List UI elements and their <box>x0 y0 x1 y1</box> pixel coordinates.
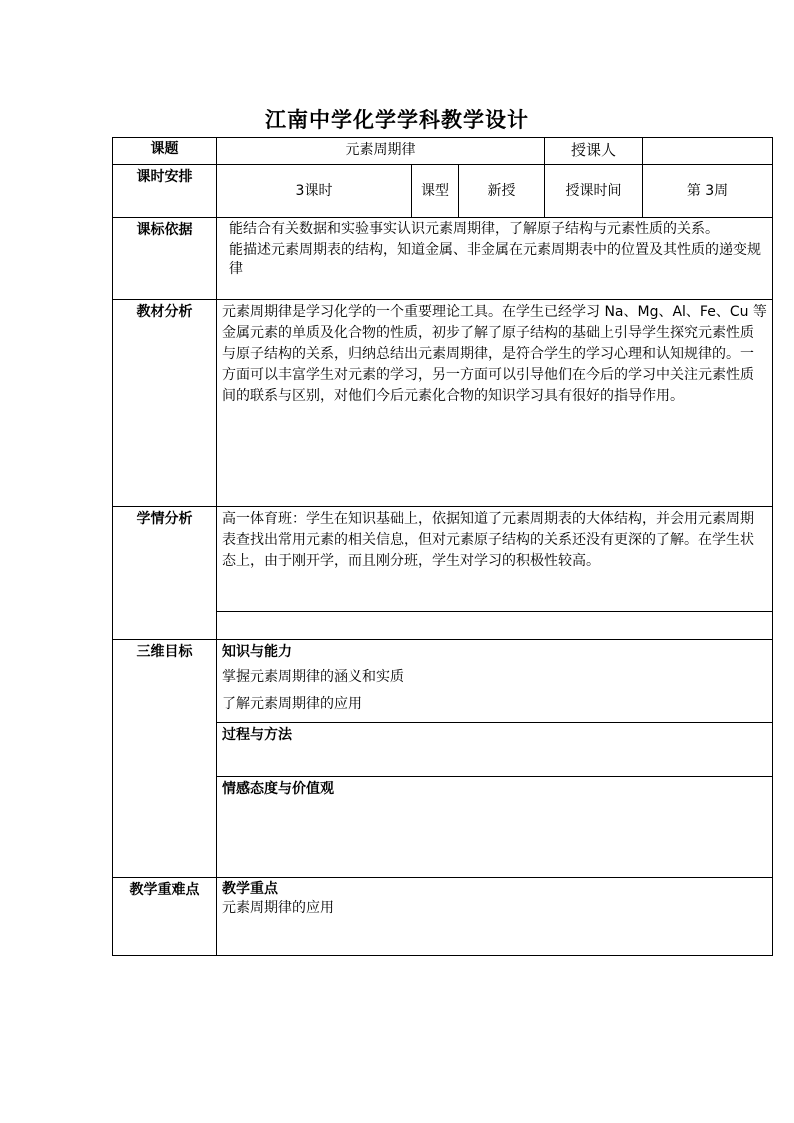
document-title: 江南中学化学学科教学设计 <box>265 107 529 132</box>
focus-title: 教学重点 <box>222 881 278 897</box>
keypoints-cell <box>217 878 773 956</box>
emotion-title: 情感态度与价值观 <box>217 777 773 878</box>
knowledge-cell <box>217 640 773 723</box>
students-content: 高一体育班：学生在知识基础上，依据知道了元素周期表的大体结构，并会用元素周期表查找出常用元素的相关信息，但对元素原子结构的关系还没有更深的了解。在学生状态上，由于刚开学，而且刚分班，学生对学习的积极性较高。 <box>217 507 773 612</box>
knowledge-row <box>113 640 773 723</box>
standard-content <box>217 218 773 300</box>
knowledge-item-1: 掌握元素周期律的涵义和实质 <box>222 669 404 685</box>
lesson-plan-table <box>112 137 773 956</box>
students-row <box>113 507 773 612</box>
keypoints-label: 教学重难点 <box>113 878 217 956</box>
standard-line-1: 能结合有关数据和实验事实认识元素周期律，了解原子结构与元素性质的关系。 <box>229 221 719 237</box>
standard-line-2: 能描述元素周期表的结构，知道金属、非金属在元素周期表中的位置及其性质的递变规律 <box>229 242 761 277</box>
textbook-content: 元素周期律是学习化学的一个重要理论工具。在学生已经学习 Na、Mg、Al、Fe、Cu 等金属元素的单质及化合物的性质，初步了解了原子结构的基础上引导学生探究元素性质与原子结构的关系，归纳总结出元素周期律，是符合学生的学习心理和认知规律的。一方面可以丰富学生对元素的学习，另一方面可以引导他们在今后的学习中关注元素性质间的联系与区别，对他们今后元素化合物的知识学习具有很好的指导作用。 <box>217 300 773 507</box>
students-extra-cell <box>217 612 773 640</box>
goals-label: 三维目标 <box>113 640 217 878</box>
schedule-label: 课时安排 <box>113 165 217 218</box>
type-value: 新授 <box>459 165 545 218</box>
schedule-value: 3课时 <box>217 165 412 218</box>
teacher-label: 授课人 <box>545 138 643 165</box>
focus-text: 元素周期律的应用 <box>222 900 334 916</box>
knowledge-title: 知识与能力 <box>222 644 292 660</box>
standard-label: 课标依据 <box>113 218 217 300</box>
type-label: 课型 <box>412 165 459 218</box>
topic-label: 课题 <box>113 138 217 165</box>
keypoints-row <box>113 878 773 956</box>
time-label: 授课时间 <box>545 165 643 218</box>
students-label: 学情分析 <box>113 507 217 640</box>
standard-row <box>113 218 773 300</box>
topic-value: 元素周期律 <box>217 138 545 165</box>
textbook-row <box>113 300 773 507</box>
time-value: 第 3周 <box>643 165 773 218</box>
teacher-value <box>643 138 773 165</box>
topic-row <box>113 138 773 165</box>
process-title: 过程与方法 <box>217 723 773 777</box>
textbook-label: 教材分析 <box>113 300 217 507</box>
schedule-row <box>113 165 773 218</box>
knowledge-item-2: 了解元素周期律的应用 <box>222 696 362 712</box>
